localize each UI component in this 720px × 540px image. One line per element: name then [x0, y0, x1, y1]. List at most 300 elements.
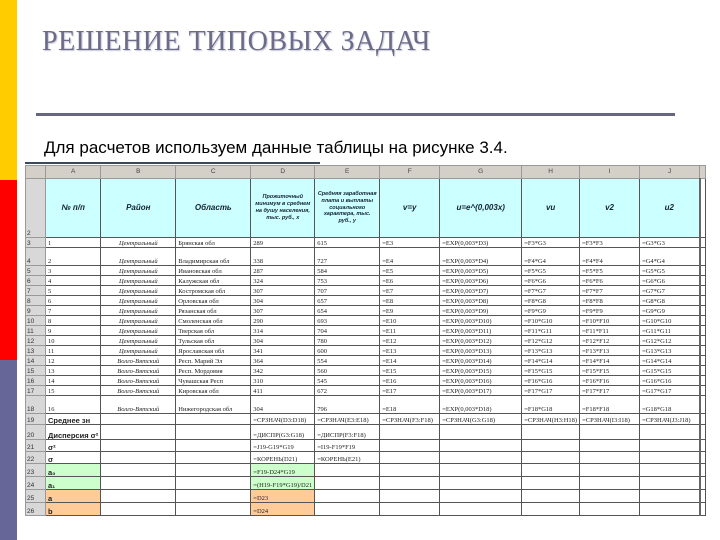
table-row — [26, 336, 706, 346]
y-cell[interactable]: 560 — [315, 366, 380, 376]
row-number: 24 — [26, 477, 46, 490]
summary-formula-f[interactable] — [380, 477, 440, 490]
x-cell[interactable]: 310 — [251, 376, 315, 386]
v2-formula-cell[interactable]: =F5*F5 — [580, 266, 640, 276]
column-letter: A — [46, 166, 101, 179]
u2-formula-cell[interactable]: =G15*G15 — [640, 366, 700, 376]
column-header: u2 — [640, 179, 700, 238]
oblast-cell[interactable]: Костромская обл — [176, 286, 251, 296]
x-cell[interactable]: 290 — [251, 316, 315, 326]
v-formula-cell[interactable]: =E13 — [380, 346, 440, 356]
column-header: № п/п — [46, 179, 101, 238]
empty-cell — [101, 425, 176, 440]
accent-bar-red — [0, 180, 17, 360]
y-cell[interactable]: 615 — [315, 238, 380, 248]
screenshot-edge — [25, 162, 320, 164]
region-cell[interactable]: Центральный — [101, 306, 176, 316]
v-formula-cell[interactable]: =E12 — [380, 336, 440, 346]
row-number: 21 — [26, 440, 46, 452]
summary-formula-d[interactable]: =КОРЕНЬ(D21) — [251, 452, 315, 464]
u2-formula-cell[interactable]: =G12*G12 — [640, 336, 700, 346]
row-index[interactable]: 11 — [46, 346, 101, 356]
summary-label: a — [46, 490, 101, 503]
summary-formula-f[interactable]: =СРЗНАЧ(F3:F18) — [380, 414, 440, 425]
summary-label: Дисперсия σ² — [46, 425, 101, 440]
y-cell[interactable]: 545 — [315, 376, 380, 386]
summary-formula-h[interactable] — [522, 452, 580, 464]
summary-formula-h[interactable] — [522, 440, 580, 452]
region-cell[interactable]: Центральный — [101, 266, 176, 276]
summary-row — [26, 464, 706, 477]
summary-formula-g[interactable] — [440, 503, 522, 516]
region-cell[interactable]: Центральный — [101, 346, 176, 356]
summary-formula-g[interactable]: =СРЗНАЧ(G3:G18) — [440, 414, 522, 425]
u2-formula-cell[interactable]: =G6*G6 — [640, 276, 700, 286]
summary-formula-j[interactable] — [640, 464, 700, 477]
v2-formula-cell[interactable]: =F6*F6 — [580, 276, 640, 286]
summary-formula-d[interactable]: =J19-G19*G19 — [251, 440, 315, 452]
summary-formula-e[interactable]: =I19-F19*F19 — [315, 440, 380, 452]
summary-formula-f[interactable] — [380, 425, 440, 440]
v-formula-cell[interactable]: =E18 — [380, 396, 440, 414]
x-cell[interactable]: 364 — [251, 356, 315, 366]
row-index[interactable]: 8 — [46, 316, 101, 326]
extra-cell — [700, 356, 706, 366]
vu-formula-cell[interactable]: =F18*G18 — [522, 396, 580, 414]
vu-formula-cell[interactable]: =F15*G15 — [522, 366, 580, 376]
y-cell[interactable]: 693 — [315, 316, 380, 326]
summary-formula-h[interactable]: =СРЗНАЧ(H3:H18) — [522, 414, 580, 425]
u2-formula-cell[interactable]: =G14*G14 — [640, 356, 700, 366]
row-index[interactable]: 14 — [46, 376, 101, 386]
row-index[interactable]: 13 — [46, 366, 101, 376]
summary-formula-f[interactable] — [380, 464, 440, 477]
oblast-cell[interactable]: Респ. Мордовия — [176, 366, 251, 376]
extra-cell — [700, 296, 706, 306]
oblast-cell[interactable]: Тульская обл — [176, 336, 251, 346]
v-formula-cell[interactable]: =E4 — [380, 248, 440, 266]
row-number: 10 — [26, 316, 46, 326]
extra-cell — [700, 306, 706, 316]
summary-formula-e[interactable] — [315, 490, 380, 503]
summary-row — [26, 477, 706, 490]
region-cell[interactable]: Волго-Вятский — [101, 366, 176, 376]
v2-formula-cell[interactable]: =F18*F18 — [580, 396, 640, 414]
table-row — [26, 396, 706, 414]
row-index[interactable]: 16 — [46, 396, 101, 414]
x-cell[interactable]: 342 — [251, 366, 315, 376]
oblast-cell[interactable]: Ивановская обл — [176, 266, 251, 276]
vu-formula-cell[interactable]: =F16*G16 — [522, 376, 580, 386]
u-formula-cell[interactable]: =EXP(0,003*D18) — [440, 396, 522, 414]
v-formula-cell[interactable]: =E9 — [380, 306, 440, 316]
column-header: vu — [522, 179, 580, 238]
slide-title: РЕШЕНИЕ ТИПОВЫХ ЗАДАЧ — [42, 26, 431, 57]
v-formula-cell[interactable]: =E15 — [380, 366, 440, 376]
x-cell[interactable]: 307 — [251, 306, 315, 316]
extra-cell — [700, 490, 706, 503]
extra-cell — [700, 376, 706, 386]
vu-formula-cell[interactable]: =F3*G3 — [522, 238, 580, 248]
row-number: 12 — [26, 336, 46, 346]
summary-formula-h[interactable] — [522, 490, 580, 503]
y-cell[interactable]: 554 — [315, 356, 380, 366]
u-formula-cell[interactable]: =EXP(0,003*D6) — [440, 276, 522, 286]
y-cell[interactable]: 780 — [315, 336, 380, 346]
summary-formula-i[interactable] — [580, 452, 640, 464]
row-index[interactable]: 3 — [46, 266, 101, 276]
vu-formula-cell[interactable]: =F13*G13 — [522, 346, 580, 356]
x-cell[interactable]: 289 — [251, 238, 315, 248]
column-letter-extra — [700, 166, 706, 179]
summary-formula-j[interactable] — [640, 440, 700, 452]
oblast-cell[interactable]: Кировская обл — [176, 386, 251, 396]
x-cell[interactable]: 341 — [251, 346, 315, 356]
u-formula-cell[interactable]: =EXP(0,003*D7) — [440, 286, 522, 296]
row-number: 17 — [26, 386, 46, 396]
row-index[interactable]: 4 — [46, 276, 101, 286]
summary-row — [26, 490, 706, 503]
summary-formula-g[interactable] — [440, 425, 522, 440]
column-letter: G — [440, 166, 522, 179]
summary-formula-h[interactable] — [522, 425, 580, 440]
u2-formula-cell[interactable]: =G8*G8 — [640, 296, 700, 306]
summary-formula-f[interactable] — [380, 440, 440, 452]
x-cell[interactable]: 338 — [251, 248, 315, 266]
v-formula-cell[interactable]: =E5 — [380, 266, 440, 276]
region-cell[interactable]: Центральный — [101, 326, 176, 336]
oblast-cell[interactable]: Тверская обл — [176, 326, 251, 336]
region-cell[interactable]: Центральный — [101, 296, 176, 306]
x-cell[interactable]: 324 — [251, 276, 315, 286]
row-number: 5 — [26, 266, 46, 276]
summary-formula-e[interactable] — [315, 464, 380, 477]
x-cell[interactable]: 287 — [251, 266, 315, 276]
u-formula-cell[interactable]: =EXP(0,003*D11) — [440, 326, 522, 336]
u2-formula-cell[interactable]: =G3*G3 — [640, 238, 700, 248]
u2-formula-cell[interactable]: =G4*G4 — [640, 248, 700, 266]
summary-formula-i[interactable] — [580, 440, 640, 452]
header-row — [26, 179, 706, 238]
summary-row — [26, 503, 706, 516]
v2-formula-cell[interactable]: =F15*F15 — [580, 366, 640, 376]
summary-formula-j[interactable] — [640, 490, 700, 503]
table-row — [26, 306, 706, 316]
summary-label: a₀ — [46, 464, 101, 477]
vu-formula-cell[interactable]: =F6*G6 — [522, 276, 580, 286]
empty-cell — [176, 440, 251, 452]
summary-row — [26, 452, 706, 464]
u-formula-cell[interactable]: =EXP(0,003*D13) — [440, 346, 522, 356]
oblast-cell[interactable]: Чувашская Респ — [176, 376, 251, 386]
row-number: 26 — [26, 503, 46, 516]
empty-cell — [176, 425, 251, 440]
v-formula-cell[interactable]: =E10 — [380, 316, 440, 326]
u-formula-cell[interactable]: =EXP(0,003*D12) — [440, 336, 522, 346]
empty-cell — [101, 477, 176, 490]
v2-formula-cell[interactable]: =F10*F10 — [580, 316, 640, 326]
column-letter: B — [101, 166, 176, 179]
summary-label: a₁ — [46, 477, 101, 490]
row-index[interactable]: 12 — [46, 356, 101, 366]
vu-formula-cell[interactable]: =F5*G5 — [522, 266, 580, 276]
v2-formula-cell[interactable]: =F14*F14 — [580, 356, 640, 366]
vu-formula-cell[interactable]: =F12*G12 — [522, 336, 580, 346]
summary-formula-d[interactable]: =(H19-F19*G19)/D21 — [251, 477, 315, 490]
summary-formula-j[interactable] — [640, 477, 700, 490]
region-cell[interactable]: Центральный — [101, 316, 176, 326]
vu-formula-cell[interactable]: =F17*G17 — [522, 386, 580, 396]
table-row — [26, 386, 706, 396]
x-cell[interactable]: 304 — [251, 296, 315, 306]
v-formula-cell[interactable]: =E16 — [380, 376, 440, 386]
oblast-cell[interactable]: Респ. Марий Эл — [176, 356, 251, 366]
row-index[interactable]: 9 — [46, 326, 101, 336]
v2-formula-cell[interactable]: =F9*F9 — [580, 306, 640, 316]
v2-formula-cell[interactable]: =F3*F3 — [580, 238, 640, 248]
row-index[interactable]: 15 — [46, 386, 101, 396]
row-number: 9 — [26, 306, 46, 316]
u2-formula-cell[interactable]: =G13*G13 — [640, 346, 700, 356]
vu-formula-cell[interactable]: =F8*G8 — [522, 296, 580, 306]
summary-formula-e[interactable]: =КОРЕНЬ(E21) — [315, 452, 380, 464]
u-formula-cell[interactable]: =EXP(0,003*D3) — [440, 238, 522, 248]
y-cell[interactable]: 707 — [315, 286, 380, 296]
y-cell[interactable]: 584 — [315, 266, 380, 276]
vu-formula-cell[interactable]: =F9*G9 — [522, 306, 580, 316]
row-number: 18 — [26, 396, 46, 414]
u-formula-cell[interactable]: =EXP(0,003*D10) — [440, 316, 522, 326]
summary-formula-i[interactable] — [580, 477, 640, 490]
summary-formula-g[interactable] — [440, 490, 522, 503]
u-formula-cell[interactable]: =EXP(0,003*D17) — [440, 386, 522, 396]
v2-formula-cell[interactable]: =F7*F7 — [580, 286, 640, 296]
table-row — [26, 286, 706, 296]
oblast-cell[interactable]: Рязанская обл — [176, 306, 251, 316]
region-cell[interactable]: Волго-Вятский — [101, 386, 176, 396]
v-formula-cell[interactable]: =E3 — [380, 238, 440, 248]
row-number: 19 — [26, 414, 46, 425]
empty-cell — [101, 452, 176, 464]
row-number: 20 — [26, 425, 46, 440]
summary-formula-g[interactable] — [440, 440, 522, 452]
summary-formula-i[interactable] — [580, 425, 640, 440]
summary-formula-e[interactable]: =СРЗНАЧ(E3:E18) — [315, 414, 380, 425]
u-formula-cell[interactable]: =EXP(0,003*D9) — [440, 306, 522, 316]
extra-cell — [700, 440, 706, 452]
y-cell[interactable]: 600 — [315, 346, 380, 356]
row-number: 6 — [26, 276, 46, 286]
y-cell[interactable]: 704 — [315, 326, 380, 336]
summary-formula-e[interactable] — [315, 477, 380, 490]
u2-formula-cell[interactable]: =G17*G17 — [640, 386, 700, 396]
region-cell[interactable]: Волго-Вятский — [101, 376, 176, 386]
u-formula-cell[interactable]: =EXP(0,003*D16) — [440, 376, 522, 386]
row-index[interactable]: 7 — [46, 306, 101, 316]
summary-formula-j[interactable]: =СРЗНАЧ(J3:J18) — [640, 414, 700, 425]
summary-formula-g[interactable] — [440, 464, 522, 477]
row-number: 3 — [26, 238, 46, 248]
extra-cell — [700, 326, 706, 336]
row-number: 22 — [26, 452, 46, 464]
empty-cell — [101, 414, 176, 425]
summary-formula-j[interactable] — [640, 452, 700, 464]
summary-formula-f[interactable] — [380, 452, 440, 464]
summary-label: b — [46, 503, 101, 516]
oblast-cell[interactable]: Нижегородская обл — [176, 396, 251, 414]
row-number: 4 — [26, 248, 46, 266]
empty-cell — [176, 464, 251, 477]
region-cell[interactable]: Центральный — [101, 248, 176, 266]
summary-formula-e[interactable]: =ДИСПР(F3:F18) — [315, 425, 380, 440]
row-number: 15 — [26, 366, 46, 376]
vu-formula-cell[interactable]: =F11*G11 — [522, 326, 580, 336]
extra-cell — [700, 238, 706, 248]
extra-cell — [700, 464, 706, 477]
row-number: 13 — [26, 346, 46, 356]
extra-cell — [700, 316, 706, 326]
extra-cell — [700, 386, 706, 396]
extra-cell — [700, 286, 706, 296]
summary-formula-j[interactable] — [640, 425, 700, 440]
x-cell[interactable]: 307 — [251, 286, 315, 296]
u2-formula-cell[interactable]: =G10*G10 — [640, 316, 700, 326]
extra-cell — [700, 414, 706, 425]
summary-formula-d[interactable]: =D23 — [251, 490, 315, 503]
y-cell[interactable]: 654 — [315, 306, 380, 316]
spreadsheet-figure — [25, 165, 706, 516]
region-cell[interactable]: Волго-Вятский — [101, 356, 176, 366]
v2-formula-cell[interactable]: =F16*F16 — [580, 376, 640, 386]
row-number: 14 — [26, 356, 46, 366]
oblast-cell[interactable]: Владимирская обл — [176, 248, 251, 266]
v2-formula-cell[interactable]: =F11*F11 — [580, 326, 640, 336]
row-index[interactable]: 5 — [46, 286, 101, 296]
row-index[interactable]: 2 — [46, 248, 101, 266]
row-index[interactable]: 1 — [46, 238, 101, 248]
u-formula-cell[interactable]: =EXP(0,003*D14) — [440, 356, 522, 366]
extra-cell — [700, 366, 706, 376]
oblast-cell[interactable]: Калужская обл — [176, 276, 251, 286]
u2-formula-cell[interactable]: =G9*G9 — [640, 306, 700, 316]
extra-cell — [700, 477, 706, 490]
y-cell[interactable]: 753 — [315, 276, 380, 286]
empty-cell — [176, 477, 251, 490]
vu-formula-cell[interactable]: =F4*G4 — [522, 248, 580, 266]
v2-formula-cell[interactable]: =F13*F13 — [580, 346, 640, 356]
oblast-cell[interactable]: Ярославская обл — [176, 346, 251, 356]
table-row — [26, 376, 706, 386]
summary-formula-f[interactable] — [380, 490, 440, 503]
empty-cell — [176, 414, 251, 425]
summary-formula-d[interactable]: =СРЗНАЧ(D3:D18) — [251, 414, 315, 425]
region-cell[interactable]: Центральный — [101, 336, 176, 346]
column-header: Район — [101, 179, 176, 238]
row-index[interactable]: 6 — [46, 296, 101, 306]
summary-formula-f[interactable] — [380, 503, 440, 516]
column-header: u=e^(0,003x) — [440, 179, 522, 238]
summary-formula-i[interactable] — [580, 490, 640, 503]
u-formula-cell[interactable]: =EXP(0,003*D15) — [440, 366, 522, 376]
region-cell[interactable]: Волго-Вятский — [101, 396, 176, 414]
x-cell[interactable]: 304 — [251, 396, 315, 414]
column-header: v=y — [380, 179, 440, 238]
v-formula-cell[interactable]: =E6 — [380, 276, 440, 286]
x-cell[interactable]: 411 — [251, 386, 315, 396]
summary-formula-i[interactable] — [580, 464, 640, 477]
empty-cell — [176, 490, 251, 503]
row-number: 11 — [26, 326, 46, 336]
v2-formula-cell[interactable]: =F4*F4 — [580, 248, 640, 266]
table-row — [26, 266, 706, 276]
table-row — [26, 366, 706, 376]
summary-formula-j[interactable] — [640, 503, 700, 516]
oblast-cell[interactable]: Орловская обл — [176, 296, 251, 306]
summary-formula-g[interactable] — [440, 477, 522, 490]
extra-cell — [700, 503, 706, 516]
vu-formula-cell[interactable]: =F14*G14 — [522, 356, 580, 366]
v-formula-cell[interactable]: =E7 — [380, 286, 440, 296]
u2-formula-cell[interactable]: =G18*G18 — [640, 396, 700, 414]
vu-formula-cell[interactable]: =F7*G7 — [522, 286, 580, 296]
y-cell[interactable]: 796 — [315, 396, 380, 414]
row-index[interactable]: 10 — [46, 336, 101, 346]
x-cell[interactable]: 304 — [251, 336, 315, 346]
summary-formula-d[interactable]: =ДИСПР(G3:G18) — [251, 425, 315, 440]
u-formula-cell[interactable]: =EXP(0,003*D4) — [440, 248, 522, 266]
table-row — [26, 356, 706, 366]
vu-formula-cell[interactable]: =F10*G10 — [522, 316, 580, 326]
v-formula-cell[interactable]: =E17 — [380, 386, 440, 396]
column-header: Средняя заработная плата и выплаты социального характера, тыс. руб., y — [315, 179, 380, 238]
v-formula-cell[interactable]: =E14 — [380, 356, 440, 366]
v2-formula-cell[interactable]: =F8*F8 — [580, 296, 640, 306]
u-formula-cell[interactable]: =EXP(0,003*D5) — [440, 266, 522, 276]
region-cell[interactable]: Центральный — [101, 286, 176, 296]
u2-formula-cell[interactable]: =G16*G16 — [640, 376, 700, 386]
u-formula-cell[interactable]: =EXP(0,003*D8) — [440, 296, 522, 306]
summary-formula-d[interactable]: =D24 — [251, 503, 315, 516]
summary-formula-d[interactable]: =F19-D24*G19 — [251, 464, 315, 477]
region-cell[interactable]: Центральный — [101, 238, 176, 248]
u2-formula-cell[interactable]: =G11*G11 — [640, 326, 700, 336]
summary-formula-i[interactable] — [580, 503, 640, 516]
v-formula-cell[interactable]: =E8 — [380, 296, 440, 306]
summary-formula-g[interactable] — [440, 452, 522, 464]
oblast-cell[interactable]: Смоленская обл — [176, 316, 251, 326]
y-cell[interactable]: 672 — [315, 386, 380, 396]
extra-cell — [700, 336, 706, 346]
column-letter: E — [315, 166, 380, 179]
region-cell[interactable]: Центральный — [101, 276, 176, 286]
summary-formula-h[interactable] — [522, 503, 580, 516]
v-formula-cell[interactable]: =E11 — [380, 326, 440, 336]
summary-formula-h[interactable] — [522, 464, 580, 477]
summary-formula-e[interactable] — [315, 503, 380, 516]
extra-cell — [700, 452, 706, 464]
summary-formula-h[interactable] — [522, 477, 580, 490]
u2-formula-cell[interactable]: =G5*G5 — [640, 266, 700, 276]
summary-formula-i[interactable]: =СРЗНАЧ(I3:I18) — [580, 414, 640, 425]
y-cell[interactable]: 727 — [315, 248, 380, 266]
y-cell[interactable]: 657 — [315, 296, 380, 306]
oblast-cell[interactable]: Брянская обл — [176, 238, 251, 248]
column-letter: D — [251, 166, 315, 179]
v2-formula-cell[interactable]: =F17*F17 — [580, 386, 640, 396]
x-cell[interactable]: 314 — [251, 326, 315, 336]
u2-formula-cell[interactable]: =G7*G7 — [640, 286, 700, 296]
v2-formula-cell[interactable]: =F12*F12 — [580, 336, 640, 346]
